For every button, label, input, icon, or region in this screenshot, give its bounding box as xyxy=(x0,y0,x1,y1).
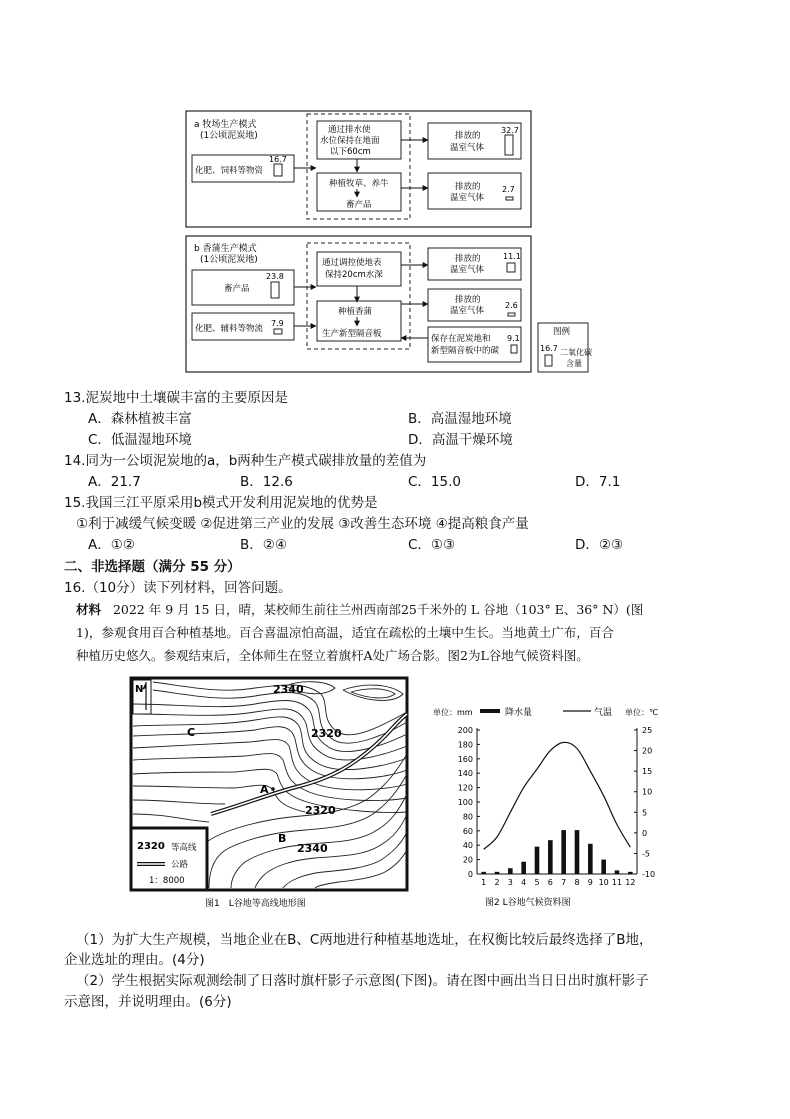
svg-text:种植香蒲: 种植香蒲 xyxy=(338,307,373,317)
svg-text:畜产品: 畜产品 xyxy=(224,284,250,294)
svg-text:温室气体: 温室气体 xyxy=(450,193,485,203)
svg-text:排放的: 排放的 xyxy=(455,131,481,141)
point-b-label: B xyxy=(278,832,287,845)
svg-text:生产新型隔音板: 生产新型隔音板 xyxy=(322,329,382,339)
precip-bar xyxy=(561,830,566,874)
svg-text:畜产品: 畜产品 xyxy=(346,200,372,210)
svg-text:2.7: 2.7 xyxy=(502,185,515,194)
svg-text:11.1: 11.1 xyxy=(503,252,521,261)
left-tick-label: 200 xyxy=(457,726,473,735)
right-tick-label: -10 xyxy=(642,870,656,879)
left-tick-label: 80 xyxy=(462,812,473,822)
q16-sub1-line1: （1）为扩大生产规模，当地企业在B、C两地进行种植基地选址，在权衡比较后最终选择了B地， xyxy=(76,932,653,948)
svg-text:2320: 2320 xyxy=(137,841,165,852)
svg-text:2.6: 2.6 xyxy=(505,301,518,310)
left-tick-label: 0 xyxy=(467,870,473,879)
month-label: 11 xyxy=(611,878,623,887)
month-label: 4 xyxy=(521,878,527,887)
q14-stem: 14.同为一公顷泥炭地的a，b两种生产模式碳排放量的差值为 xyxy=(64,453,427,469)
svg-text:排放的: 排放的 xyxy=(455,295,481,305)
legend-temp-label: 气温 xyxy=(594,708,613,718)
svg-text:N: N xyxy=(135,684,144,695)
q13-option-c[interactable]: C．低温湿地环境 xyxy=(88,432,192,448)
precip-bar xyxy=(481,872,486,874)
contour-map xyxy=(125,674,415,914)
q15-option-b[interactable]: B．②④ xyxy=(240,537,287,553)
q16-sub2-line2: 示意图，并说明理由。(6分) xyxy=(64,994,232,1010)
q14-option-c[interactable]: C．15.0 xyxy=(408,474,461,490)
left-tick-label: 180 xyxy=(457,740,473,750)
month-label: 7 xyxy=(561,878,567,887)
svg-text:新型隔音板中的碳: 新型隔音板中的碳 xyxy=(431,346,500,356)
q15-items: ①利于减缓气候变暖 ②促进第三产业的发展 ③改善生态环境 ④提高粮食产量 xyxy=(76,516,529,532)
q14-option-d[interactable]: D．7.1 xyxy=(575,474,621,490)
month-label: 8 xyxy=(574,878,580,887)
svg-text:图例: 图例 xyxy=(553,327,571,337)
svg-text:1：8000: 1：8000 xyxy=(149,876,185,886)
right-tick-label: 0 xyxy=(642,828,648,838)
contour-label-2320-mid: 2320 xyxy=(305,804,336,817)
month-label: 3 xyxy=(507,878,513,887)
q13-option-a[interactable]: A．森林植被丰富 xyxy=(88,411,192,427)
right-tick-label: -5 xyxy=(642,849,650,859)
precip-bar xyxy=(535,847,540,874)
svg-text:通过调控使地表: 通过调控使地表 xyxy=(322,258,382,268)
svg-text:化肥、辅料等物流: 化肥、辅料等物流 xyxy=(195,324,264,334)
left-tick-label: 120 xyxy=(457,783,473,793)
map-legend xyxy=(131,828,207,890)
q14-option-a[interactable]: A．21.7 xyxy=(88,474,141,490)
map-caption: 图1 L谷地等高线地形图 xyxy=(205,899,306,909)
q16-stem: 16.（10分）读下列材料，回答问题。 xyxy=(64,580,292,596)
svg-text:保持20cm水深: 保持20cm水深 xyxy=(325,270,383,280)
precip-bar xyxy=(588,844,593,874)
right-tick-label: 20 xyxy=(642,746,653,756)
right-tick-label: 15 xyxy=(642,767,653,777)
left-tick-label: 60 xyxy=(462,826,473,836)
svg-text:种植牧草、养牛: 种植牧草、养牛 xyxy=(329,179,389,189)
q16-sub2-line1: （2）学生根据实际观测绘制了日落时旗杆影子示意图(下图)。请在图中画出当日日出时旗杆影子 xyxy=(76,973,649,989)
svg-text:水位保持在地面: 水位保持在地面 xyxy=(320,136,380,146)
right-tick-label: 25 xyxy=(642,726,653,735)
q16-material-line2: 1)，参观食用百合种植基地。百合喜温凉怕高温，适宜在疏松的土壤中生长。当地黄土广布，百合 xyxy=(76,625,614,640)
svg-text:7.9: 7.9 xyxy=(271,319,284,328)
month-label: 2 xyxy=(494,878,500,887)
contour-label-2340-bot: 2340 xyxy=(297,842,328,855)
right-unit-label: 单位：℃ xyxy=(625,708,658,717)
precip-bar xyxy=(601,860,606,874)
section-heading: 二、非选择题（满分 55 分） xyxy=(64,559,241,575)
svg-text:通过排水使: 通过排水使 xyxy=(328,125,371,135)
left-tick-label: 40 xyxy=(462,841,473,851)
svg-text:公路: 公路 xyxy=(171,860,189,870)
left-tick-label: 20 xyxy=(462,855,473,865)
panel-b-title: b 香蒲生产模式 xyxy=(194,244,257,254)
svg-text:16.7: 16.7 xyxy=(269,155,287,164)
q13-option-b[interactable]: B．高温湿地环境 xyxy=(408,411,512,427)
right-tick-label: 10 xyxy=(642,787,653,797)
q14-option-b[interactable]: B．12.6 xyxy=(240,474,293,490)
left-tick-label: 160 xyxy=(457,754,473,764)
month-label: 5 xyxy=(534,878,540,887)
month-label: 12 xyxy=(625,878,636,887)
svg-text:化肥、饲料等物资: 化肥、饲料等物资 xyxy=(195,166,264,176)
month-label: 10 xyxy=(598,878,609,887)
right-tick-label: 5 xyxy=(642,808,648,818)
q16-material-line3: 种植历史悠久。参观结束后，全体师生在竖立着旗杆A处广场合影。图2为L谷地气候资料图。 xyxy=(76,648,589,663)
contour-label-2340-top: 2340 xyxy=(273,683,304,696)
panel-a xyxy=(186,111,531,227)
svg-text:16.7: 16.7 xyxy=(540,344,558,353)
material-label: 材料 xyxy=(76,602,102,617)
legend-precip-swatch xyxy=(480,709,500,713)
precip-bar xyxy=(575,830,580,874)
contour-label-2320-top: 2320 xyxy=(311,727,342,740)
climate-chart xyxy=(425,700,685,915)
left-tick-label: 140 xyxy=(457,769,473,779)
svg-text:等高线: 等高线 xyxy=(171,843,197,853)
svg-text:排放的: 排放的 xyxy=(455,182,481,192)
svg-text:32.7: 32.7 xyxy=(501,126,519,135)
legend-precip-label: 降水量 xyxy=(505,708,533,718)
month-label: 9 xyxy=(587,878,593,887)
point-a-label: A xyxy=(260,783,269,796)
precip-bar xyxy=(628,872,633,874)
svg-text:排放的: 排放的 xyxy=(455,254,481,264)
svg-text:含量: 含量 xyxy=(566,359,582,368)
svg-text:以下60cm: 以下60cm xyxy=(330,147,371,157)
panel-b xyxy=(186,236,531,372)
panel-a-title: a 牧场生产模式 xyxy=(194,120,257,130)
svg-text:(1公顷泥炭地): (1公顷泥炭地) xyxy=(200,255,258,265)
svg-text:二氧化碳: 二氧化碳 xyxy=(560,348,592,357)
point-a-marker xyxy=(271,787,275,791)
q15-option-c[interactable]: C．①③ xyxy=(408,537,456,553)
precip-bar xyxy=(521,862,526,874)
q15-option-a[interactable]: A．①② xyxy=(88,537,135,553)
diagram-legend xyxy=(538,323,592,372)
q16-material-line1: 材料 2022 年 9 月 15 日，晴，某校师生前往兰州西南部25千米外的 L 谷地（103° E、36° N）(图 xyxy=(76,602,644,617)
left-unit-label: 单位：mm xyxy=(433,708,473,717)
svg-text:温室气体: 温室气体 xyxy=(450,265,485,275)
q16-sub1-line2: 企业选址的理由。(4分) xyxy=(64,952,205,968)
svg-text:9.1: 9.1 xyxy=(507,334,520,343)
precip-bar xyxy=(615,870,620,874)
chart-caption: 图2 L谷地气候资料图 xyxy=(485,898,571,908)
svg-text:保存在泥炭地和: 保存在泥炭地和 xyxy=(431,334,491,344)
q15-option-d[interactable]: D．②③ xyxy=(575,537,624,553)
q15-stem: 15.我国三江平原采用b模式开发利用泥炭地的优势是 xyxy=(64,495,378,511)
svg-text:温室气体: 温室气体 xyxy=(450,306,485,316)
month-label: 1 xyxy=(481,878,487,887)
q13-stem: 13.泥炭地中土壤碳丰富的主要原因是 xyxy=(64,390,288,406)
precip-bar xyxy=(548,840,553,874)
svg-text:(1公顷泥炭地): (1公顷泥炭地) xyxy=(200,131,258,141)
month-label: 6 xyxy=(547,878,553,887)
svg-text:23.8: 23.8 xyxy=(266,272,284,281)
precip-bar xyxy=(495,872,500,874)
carbon-flow-diagram xyxy=(0,0,790,380)
left-tick-label: 100 xyxy=(457,798,473,807)
point-c-label: C xyxy=(187,726,196,739)
svg-text:温室气体: 温室气体 xyxy=(450,143,485,153)
q13-option-d[interactable]: D．高温干燥环境 xyxy=(408,432,513,448)
precip-bar xyxy=(508,868,513,874)
north-arrow-icon xyxy=(133,680,151,714)
temperature-line xyxy=(484,742,631,849)
